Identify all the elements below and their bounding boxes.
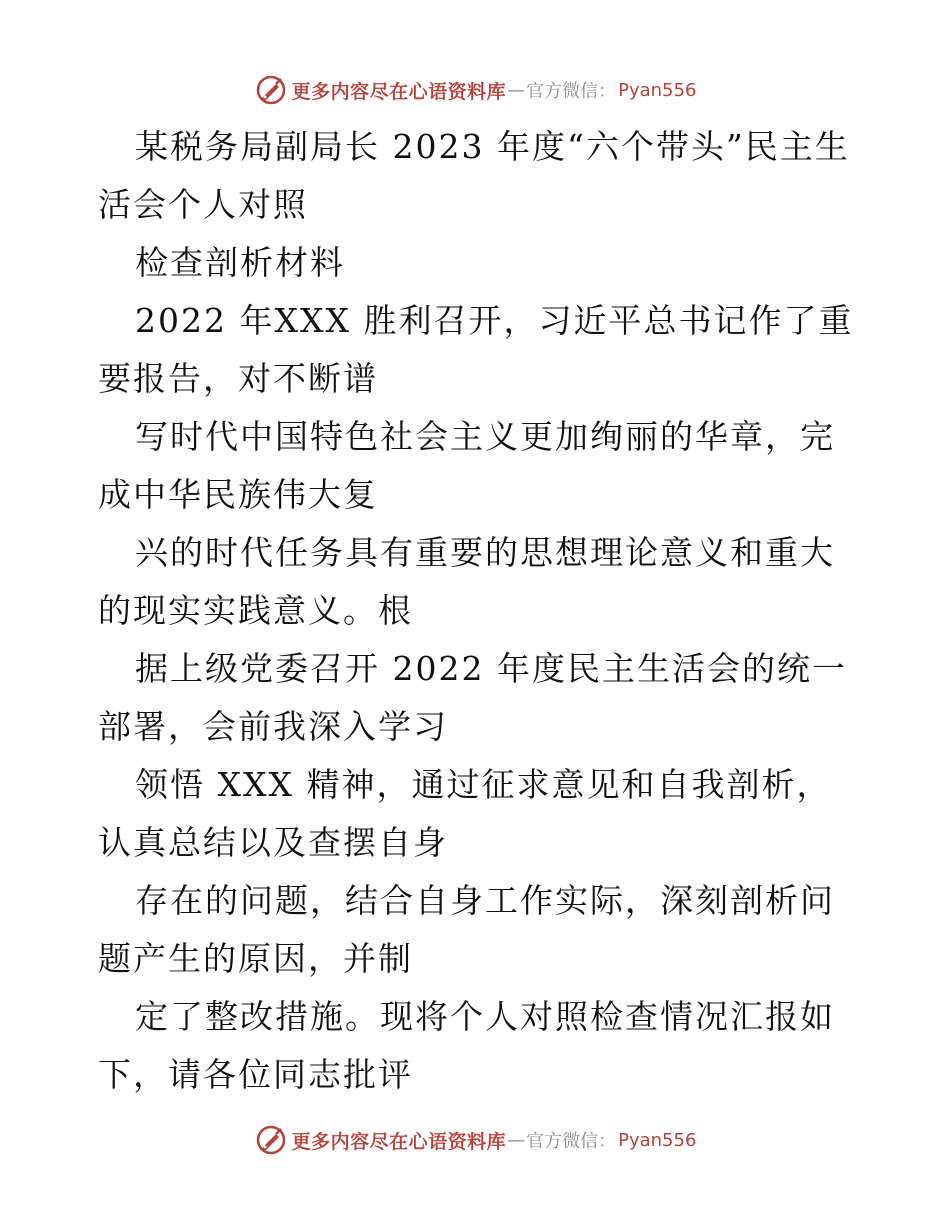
watermark-wechat-label: 官方微信： — [526, 81, 617, 102]
paragraph: 定了整改措施。现将个人对照检查情况汇报如下，请各位同志批评 — [98, 997, 835, 1094]
watermark-wechat-id: Pyan556 — [618, 1129, 697, 1151]
watermark-dash: — — [507, 1129, 526, 1151]
watermark-wechat-id: Pyan556 — [618, 79, 697, 101]
watermark-dash: — — [507, 79, 526, 101]
paragraph: 存在的问题，结合自身工作实际，深刻剖析问题产生的原因，并制 — [98, 881, 835, 978]
watermark-footer — [0, 1120, 950, 1160]
pen-logo-icon — [254, 1123, 288, 1157]
paragraph: 写时代中国特色社会主义更加绚丽的华章，完成中华民族伟大复 — [98, 417, 835, 514]
paragraph: 兴的时代任务具有重要的思想理论意义和重大的现实实践意义。根 — [98, 533, 835, 630]
paragraph: 2022 年XXX 胜利召开，习近平总书记作了重要报告，对不断谱 — [98, 301, 854, 398]
document-body — [98, 118, 858, 1104]
paragraph-title-line: 某税务局副局长 2023 年度“六个带头”民主生活会个人对照 — [98, 127, 850, 224]
pen-logo-icon — [254, 73, 288, 107]
watermark-main-text: 更多内容尽在心语资料库 — [291, 80, 507, 103]
watermark-header — [0, 70, 950, 110]
paragraph: 领悟 XXX 精神，通过征求意见和自我剖析，认真总结以及查摆自身 — [98, 765, 832, 862]
paragraph-subtitle: 检查剖析材料 — [135, 243, 345, 282]
watermark-main-text: 更多内容尽在心语资料库 — [291, 1130, 507, 1153]
watermark-wechat-label: 官方微信： — [526, 1131, 617, 1152]
paragraph: 据上级党委召开 2022 年度民主生活会的统一部署，会前我深入学习 — [98, 649, 847, 746]
